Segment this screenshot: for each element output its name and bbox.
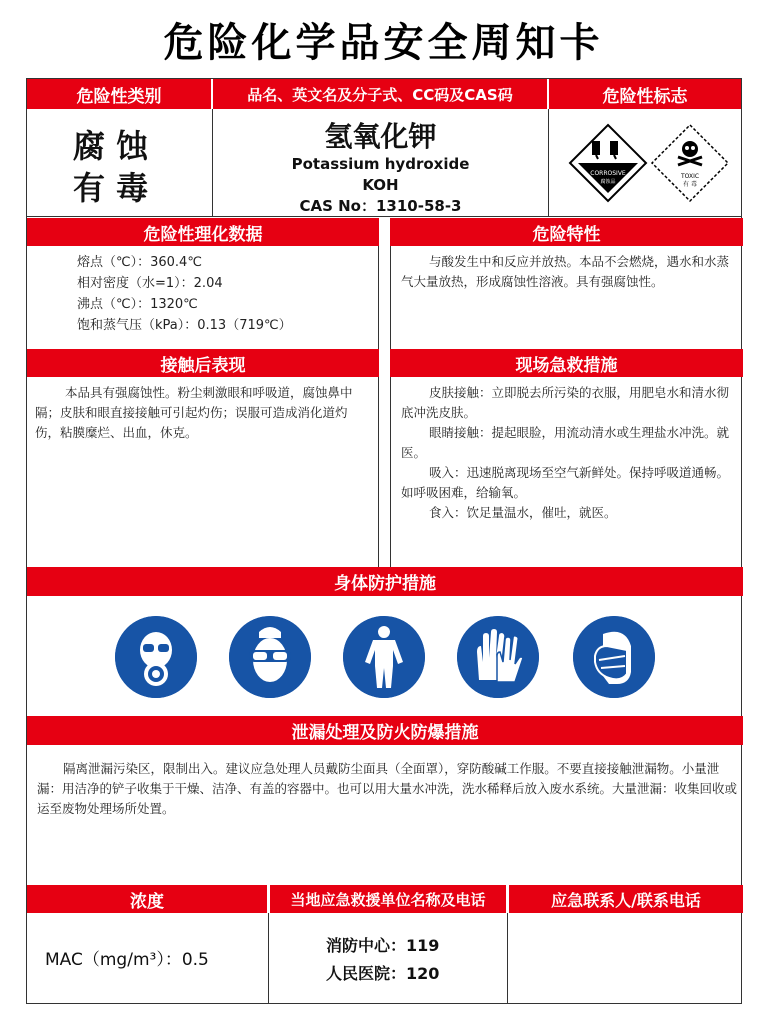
hazard-category-line1: 腐 蚀 xyxy=(73,127,149,165)
chemical-formula: KOH xyxy=(362,176,399,194)
header-hazard-category: 危险性类别 xyxy=(27,79,211,109)
page-title: 危险化学品安全周知卡 xyxy=(163,19,604,66)
physchem-density: 相对密度（水=1）：2.04 xyxy=(77,276,223,291)
first-aid-eyes: 眼睛接触：提起眼脸，用流动清水或生理盐水冲洗。就医。 xyxy=(401,425,730,460)
contact-symptoms-cell xyxy=(27,377,379,567)
toxic-sign-icon xyxy=(650,123,730,203)
first-aid-skin: 皮肤接触：立即脱去所污染的衣服，用肥皂水和清水彻底冲洗皮肤。 xyxy=(401,385,730,420)
contact-symptoms-text: 本品具有强腐蚀性。粉尘刺激眼和呼吸道，腐蚀鼻中隔；皮肤和眼直接接触可引起灼伤；误服可造成消化道灼伤，粘膜糜烂、出血，休克。 xyxy=(35,385,353,440)
header-local-rescue: 当地应急救援单位名称及电话 xyxy=(270,885,506,913)
physchem-cell xyxy=(27,246,379,349)
hazard-property-text: 与酸发生中和反应并放热。本品不会燃烧，遇水和水蒸气大量放热，形成腐蚀性溶液。具有强腐蚀性。 xyxy=(401,254,730,289)
rescue-fire-center: 消防中心：119 xyxy=(326,936,440,955)
spill-fire-cell xyxy=(27,745,743,885)
emergency-contact-cell xyxy=(507,913,743,1003)
dust-mask-icon xyxy=(573,616,655,698)
first-aid-inhalation: 吸入：迅速脱离现场至空气新鲜处。保持呼吸道通畅。如呼吸困难，给输氧。 xyxy=(401,465,730,500)
hazard-category-cell xyxy=(27,109,213,217)
local-rescue-cell xyxy=(268,913,508,1003)
chemical-en-name: Potassium hydroxide xyxy=(291,155,470,173)
gas-mask-icon xyxy=(115,616,197,698)
concentration-value: MAC（mg/m³）：0.5 xyxy=(45,950,209,970)
header-protection: 身体防护措施 xyxy=(27,567,743,596)
chemical-cas: CAS No：1310-58-3 xyxy=(299,197,462,215)
concentration-cell xyxy=(27,913,269,1003)
header-hazard-sign: 危险性标志 xyxy=(549,79,741,109)
protective-suit-icon xyxy=(343,616,425,698)
header-hazard-property: 危险特性 xyxy=(390,218,743,246)
spill-fire-text: 隔离泄漏污染区，限制出入。建议应急处理人员戴防尘面具（全面罩），穿防酸碱工作服。不要直接接触泄漏物。小量泄漏：用洁净的铲子收集于干燥、洁净、有盖的容器中。也可以用大量水冲洗，洗水稀释后放入废水系统。大量泄漏：收集回收或运至废物处理场所处置。 xyxy=(37,761,738,816)
physchem-melting-point: 熔点（℃）：360.4℃ xyxy=(77,255,202,270)
header-first-aid: 现场急救措施 xyxy=(390,349,743,377)
hazard-property-cell xyxy=(390,246,743,349)
physchem-boiling-point: 沸点（℃）：1320℃ xyxy=(77,297,198,312)
header-name-info: 品名、英文名及分子式、CC码及CAS码 xyxy=(213,79,547,109)
first-aid-cell xyxy=(390,377,743,567)
toxic-cn-label: 有 毒 xyxy=(683,181,697,188)
header-concentration: 浓度 xyxy=(27,885,267,913)
rescue-hospital: 人民医院：120 xyxy=(326,964,440,983)
corrosive-label: CORROSIVE xyxy=(590,170,626,177)
hazard-category-line2: 有 毒 xyxy=(73,169,149,207)
toxic-label: TOXIC xyxy=(680,173,700,180)
header-physchem: 危险性理化数据 xyxy=(27,218,379,246)
header-emergency-contact: 应急联系人/联系电话 xyxy=(509,885,743,913)
chemical-info-cell xyxy=(212,109,549,217)
first-aid-ingestion: 食入：饮足量温水，催吐，就医。 xyxy=(429,505,617,520)
header-contact-symptoms: 接触后表现 xyxy=(27,349,379,377)
header-spill-fire: 泄漏处理及防火防爆措施 xyxy=(27,716,743,745)
protective-gloves-icon xyxy=(457,616,539,698)
protection-cell xyxy=(27,596,743,716)
physchem-vapor-pressure: 饱和蒸气压（kPa）：0.13（719℃） xyxy=(77,318,292,333)
safety-goggles-icon xyxy=(229,616,311,698)
chemical-cn-name: 氢氧化钾 xyxy=(324,120,437,153)
safety-card xyxy=(26,78,742,1004)
corrosive-cn-label: 腐蚀品 xyxy=(600,179,616,185)
hazard-sign-cell xyxy=(548,109,741,217)
corrosive-sign-icon xyxy=(568,123,648,203)
